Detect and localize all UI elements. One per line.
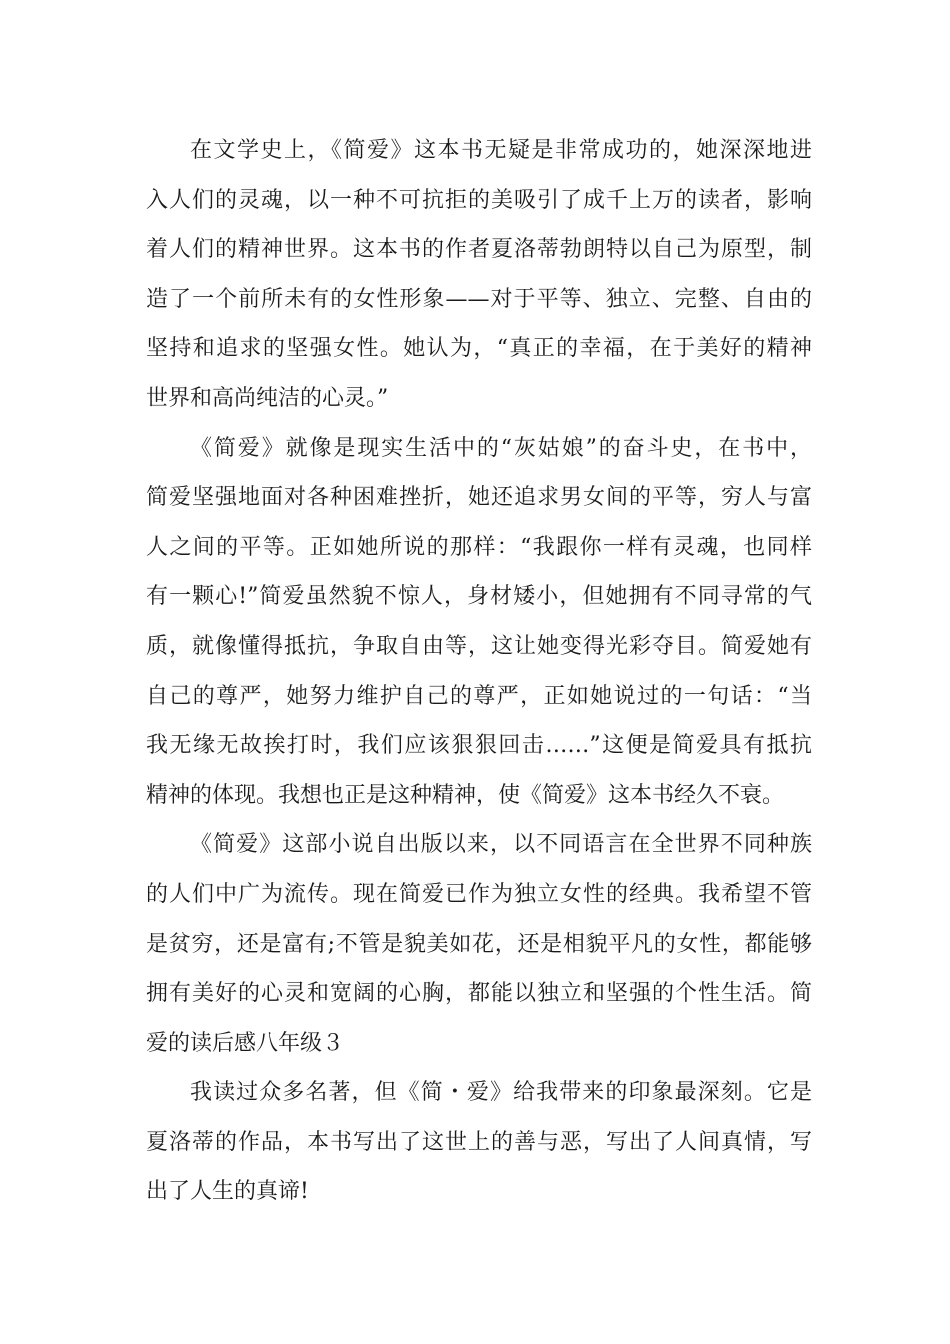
document-body: [146, 126, 812, 1217]
text-line: 有一颗心!”简爱虽然貌不惊人，身材矮小，但她拥有不同寻常的气: [146, 584, 812, 610]
text-line: 爱的读后感八年级３: [146, 1030, 345, 1056]
text-line: 在文学史上，《简爱》这本书无疑是非常成功的，她深深地进: [190, 138, 812, 163]
paragraph-2: [146, 424, 812, 821]
text-line: 坚持和追求的坚强女性。她认为，“真正的幸福，在于美好的精神: [146, 336, 812, 362]
text-line: 人之间的平等。正如她所说的那样：“我跟你一样有灵魂，也同样: [146, 534, 812, 560]
paragraph-3: [146, 820, 812, 1068]
text-line: 自己的尊严，她努力维护自己的尊严，正如她说过的一句话：“当: [146, 683, 812, 709]
text-line: 是贫穷，还是富有;不管是貌美如花，还是相貌平凡的女性，都能够: [146, 931, 812, 957]
paragraph-4: [146, 1068, 812, 1217]
text-line: 出了人生的真谛!: [146, 1179, 309, 1205]
text-line: 我读过众多名著，但《简・爱》给我带来的印象最深刻。它是: [190, 1080, 812, 1106]
text-line: 质，就像懂得抵抗，争取自由等，这让她变得光彩夺目。简爱她有: [146, 633, 812, 659]
text-line: 夏洛蒂的作品，本书写出了这世上的善与恶，写出了人间真情，写: [146, 1129, 812, 1155]
text-line: 拥有美好的心灵和宽阔的心胸，都能以独立和坚强的个性生活。简: [146, 981, 812, 1007]
text-line: 造了一个前所未有的女性形象——对于平等、独立、完整、自由的: [146, 286, 812, 312]
text-line: 着人们的精神世界。这本书的作者夏洛蒂勃朗特以自己为原型，制: [146, 237, 812, 263]
text-line: 《简爱》这部小说自出版以来，以不同语言在全世界不同种族: [190, 832, 812, 858]
text-line: 我无缘无故挨打时，我们应该狠狠回击……”这便是简爱具有抵抗: [146, 733, 812, 759]
text-line: 简爱坚强地面对各种困难挫折，她还追求男女间的平等，穷人与富: [146, 485, 812, 511]
text-line: 精神的体现。我想也正是这种精神，使《简爱》这本书经久不衰。: [146, 782, 785, 808]
text-line: 世界和高尚纯洁的心灵。”: [146, 385, 389, 411]
text-line: 入人们的灵魂，以一种不可抗拒的美吸引了成千上万的读者，影响: [146, 187, 812, 213]
text-line: 《简爱》就像是现实生活中的“灰姑娘”的奋斗史，在书中，: [190, 435, 812, 461]
text-line: 的人们中广为流传。现在简爱已作为独立女性的经典。我希望不管: [146, 881, 812, 907]
paragraph-1: [146, 126, 812, 424]
